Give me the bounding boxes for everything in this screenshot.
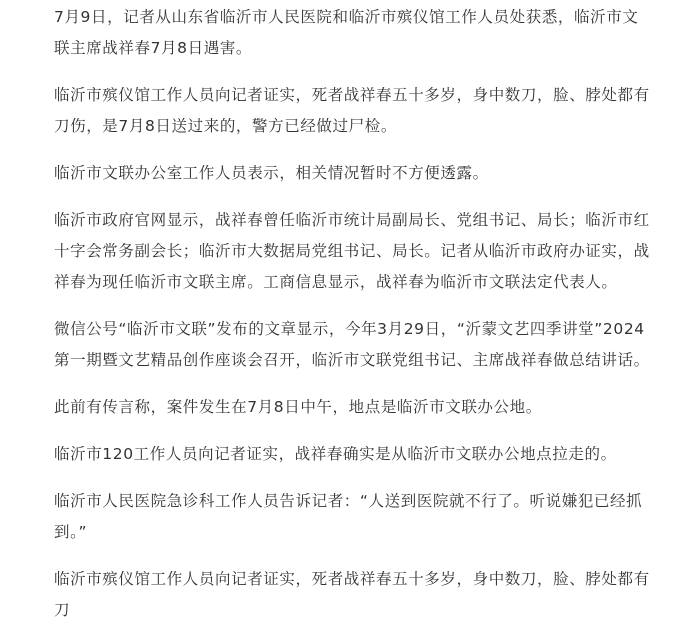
paragraph-4: 临沂市政府官网显示，战祥春曾任临沂市统计局副局长、党组书记、局长；临沂市红十字会常务副会长；临沂市大数据局党组书记、局长。记者从临沂市政府办证实，战祥春为现任临沂市文联主席。工商信息显示，战祥春为临沂市文联法定代表人。 — [54, 211, 650, 291]
paragraph-6: 此前有传言称，案件发生在7月8日中午，地点是临沂市文联办公地。 — [54, 398, 542, 416]
paragraph-3: 临沂市文联办公室工作人员表示，相关情况暂时不方便透露。 — [54, 164, 489, 182]
paragraph-9: 临沂市殡仪馆工作人员向记者证实，死者战祥春五十多岁，身中数刀，脸、脖处都有刀 — [54, 570, 650, 619]
paragraph-1: 7月9日，记者从山东省临沂市人民医院和临沂市殡仪馆工作人员处获悉，临沂市文联主席战祥春7月8日遇害。 — [54, 8, 639, 57]
paragraph-2: 临沂市殡仪馆工作人员向记者证实，死者战祥春五十多岁，身中数刀，脸、脖处都有刀伤，是7月8日送过来的，警方已经做过尸检。 — [54, 86, 650, 135]
paragraph-5: 微信公号“临沂市文联”发布的文章显示，今年3月29日，“沂蒙文艺四季讲堂”2024第一期暨文艺精品创作座谈会召开，临沂市文联党组书记、主席战祥春做总结讲话。 — [54, 320, 650, 369]
article-body — [0, 2, 690, 619]
paragraph-8: 临沂市人民医院急诊科工作人员告诉记者：“人送到医院就不行了。听说嫌犯已经抓到。” — [54, 492, 643, 541]
paragraph-7: 临沂市120工作人员向记者证实，战祥春确实是从临沂市文联办公地点拉走的。 — [54, 445, 617, 463]
